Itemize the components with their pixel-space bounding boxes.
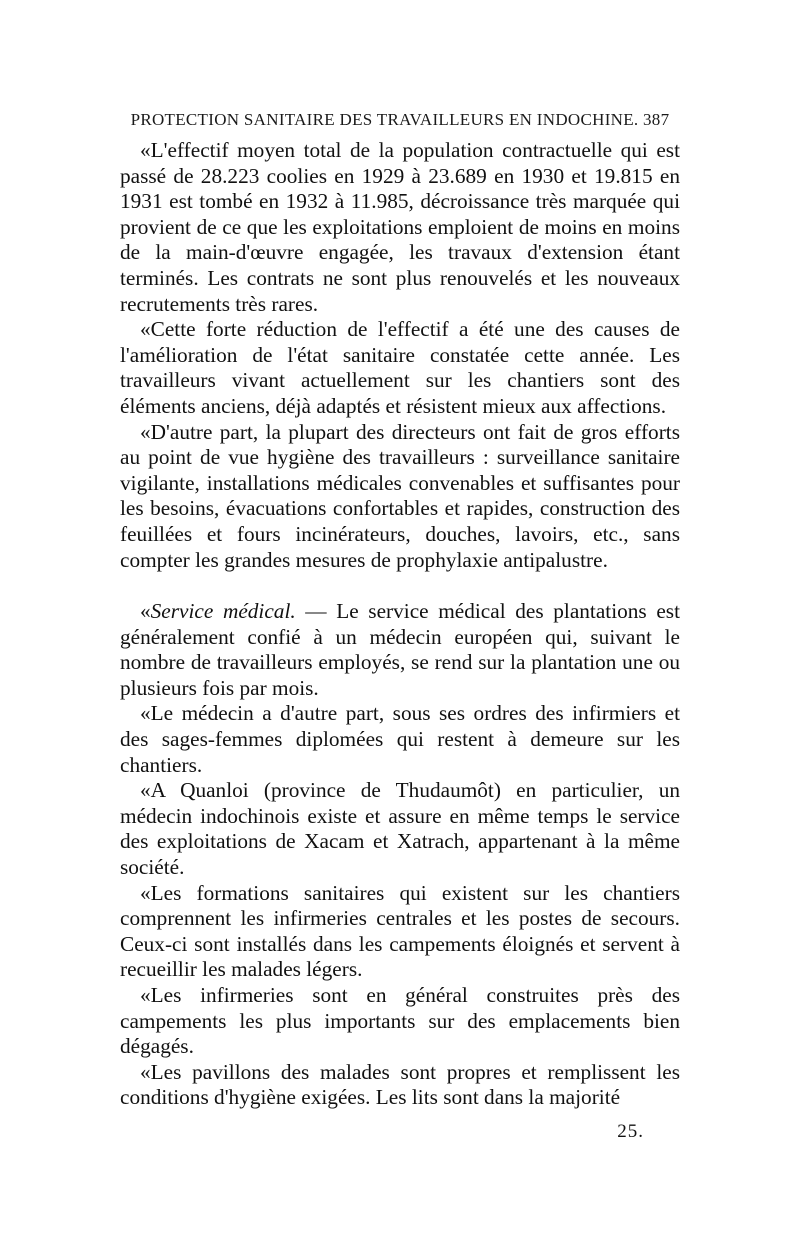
section-intro-text: — Le service médical des plantations est généralement confié à un médecin européen qui, suivant le nombre de travailleurs employés, se rend sur la plantation une ou plusieurs fois par mois. [120, 599, 680, 700]
paragraph-effectif: «L'effectif moyen total de la population contractuelle qui est passé de 28.223 coolies en 1929 à 23.689 en 1930 et 19.815 en 1931 est tombé en 1932 à 11.985, décroissance très marquée qui provient de ce que les exploitations emploient de moins en moins de la main-d'œuvre engagée, les travaux d'extension étant terminés. Les contrats ne sont plus renouvelés et les nouveaux recrutements très rares. [120, 138, 680, 316]
book-page [120, 110, 680, 1143]
paragraph-medecin: «Le médecin a d'autre part, sous ses ordres des infirmiers et des sages-femmes diplomées qui restent à demeure sur les chantiers. [120, 701, 680, 777]
section-gap [120, 573, 680, 599]
paragraph-reduction: «Cette forte réduction de l'effectif a été une des causes de l'amélioration de l'état sanitaire constatée cette année. Les travailleurs vivant actuellement sur les chantiers sont des éléments anciens, déjà adaptés et résistent mieux aux affections. [120, 317, 680, 418]
paragraph-service-medical [120, 599, 680, 701]
section-quote-mark: « [140, 599, 151, 624]
paragraph-pavillons: «Les pavillons des malades sont propres et remplissent les conditions d'hygiène exigées. Les lits sont dans la majorité [120, 1059, 680, 1110]
paragraph-quanloi: «A Quanloi (province de Thudaumôt) en particulier, un médecin indochinois existe et assure en même temps le service des exploitations de Xacam et Xatrach, appartenant à la même société. [120, 778, 680, 880]
paragraph-infirmeries: «Les infirmeries sont en général construites près des campements les plus importants sur des emplacements bien dégagés. [120, 983, 680, 1059]
paragraph-directeurs: «D'autre part, la plupart des directeurs ont fait de gros efforts au point de vue hygiène des travailleurs : surveillance sanitaire vigilante, installations médicales convenables et suffisantes pour les besoins, évacuations confortables et rapides, construction des feuillées et fours incinérateurs, douches, lavoirs, etc., sans compter les grandes mesures de prophylaxie antipalustre. [120, 419, 680, 572]
body-text [120, 138, 680, 1111]
section-title: Service médical. [150, 599, 296, 624]
paragraph-formations: «Les formations sanitaires qui existent sur les chantiers comprennent les infirmeries centrales et les postes de secours. Ceux-ci sont installés dans les campements éloignés et servent à recueillir les malades légers. [120, 880, 680, 982]
running-head: PROTECTION SANITAIRE DES TRAVAILLEURS EN INDOCHINE. 387 [130, 110, 670, 129]
signature-mark: 25. [617, 1120, 644, 1142]
